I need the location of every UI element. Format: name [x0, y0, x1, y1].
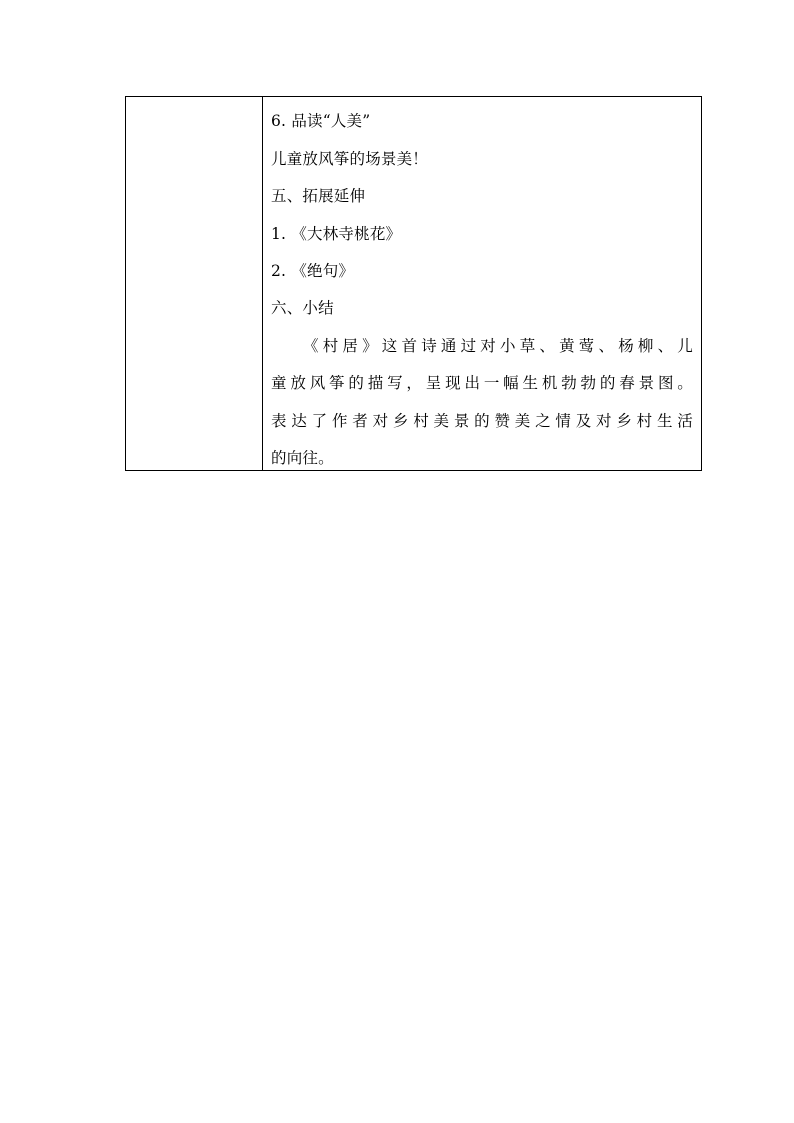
summary-line-3: 表达了作者对乡村美景的赞美之情及对乡村生活 [271, 412, 693, 430]
summary-line-4: 的向往。 [271, 449, 334, 467]
table-right-cell [263, 97, 701, 470]
summary-line-1: 《村居》这首诗通过对小草、黄莺、杨柳、儿 [303, 337, 693, 355]
lesson-table [125, 96, 702, 471]
table-left-cell [126, 97, 263, 470]
section-5-heading: 五、拓展延伸 [271, 187, 366, 205]
extension-item-2: 2. 《绝句》 [271, 262, 355, 280]
item-6-heading: 6. 品读“人美” [271, 112, 371, 130]
summary-line-2: 童放风筝的描写，呈现出一幅生机勃勃的春景图。 [271, 374, 693, 392]
section-6-heading: 六、小结 [271, 299, 334, 317]
extension-item-1: 1. 《大林寺桃花》 [271, 225, 402, 243]
scene-beauty-line: 儿童放风筝的场景美！ [271, 150, 429, 168]
